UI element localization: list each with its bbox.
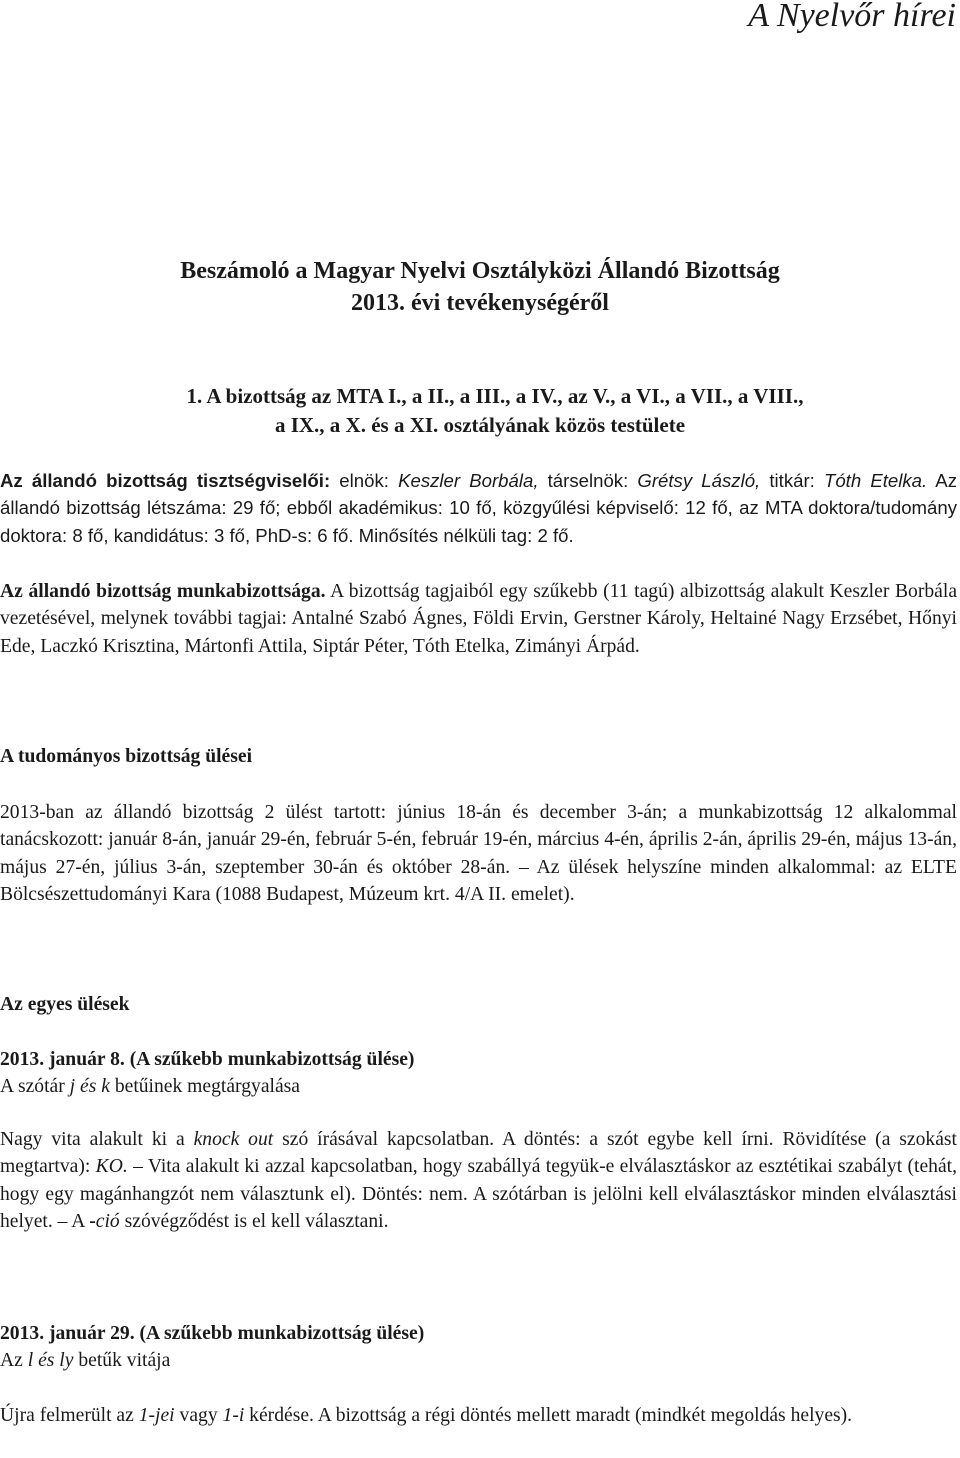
session-1-paragraph <box>0 1126 957 1236</box>
session-2-topic <box>0 1347 957 1374</box>
officers-secretary: Tóth Etelka. <box>823 470 928 491</box>
working-committee-paragraph <box>0 578 957 660</box>
session-1-topic-italic: j és k <box>69 1076 110 1097</box>
sessions-heading: Az egyes ülések <box>0 994 130 1015</box>
officers-lead: Az állandó bizottság tisztségviselői: <box>0 470 331 491</box>
section-1-heading-line1: 1. A bizottság az MTA I., a II., a III., a IV., az V., a VI., a VII., a VIII., <box>186 384 804 408</box>
session-2-topic-a: Az <box>0 1350 28 1371</box>
s2-p3: kérdése. A bizottság a régi döntés mellett maradt (mindkét megoldás helyes). <box>244 1405 853 1426</box>
officers-text-1: elnök: <box>330 470 399 491</box>
report-title <box>0 255 960 319</box>
s2-p2: vagy <box>174 1405 223 1426</box>
meetings-heading: A tudományos bizottság ülései <box>0 746 253 767</box>
officers-paragraph <box>0 467 957 549</box>
s2-p1-italic: 1-jei <box>138 1405 175 1426</box>
officers-text-2: társelnök: <box>538 470 638 491</box>
s1-p3: – Vita alakult ki azzal kapcsolatban, hogy szabállyá tegyük-e elválasztáskor az esztétikai szabályt (tehát, hogy egy magánhangzót nem választunk el). Döntés: nem. A szótárban is jelölni kell elválasztáskor minden elválasztási helyet. – A <box>0 1156 957 1233</box>
officers-text-3: titkár: <box>760 470 824 491</box>
working-committee-lead: Az állandó bizottság munkabizottsága. <box>0 581 326 602</box>
session-1-topic-a: A szótár <box>0 1076 70 1097</box>
s1-p2-italic: KO. <box>95 1156 128 1178</box>
session-2-topic-b: betűk vitája <box>73 1350 171 1371</box>
session-2-topic-italic: l és ly <box>27 1350 74 1371</box>
section-1-heading <box>0 382 960 440</box>
s2-p2-italic: 1-i <box>222 1405 245 1426</box>
running-title: A Nyelvőr hírei <box>748 0 956 34</box>
officers-text-4: Az állandó bizottság létszáma: 29 fő; ebből akadémikus: 10 fő, közgyűlési képviselő: 12 fő, az MTA doktora/tudomány doktora: 8 fő, kandidátus: 3 fő, PhD-s: 6 fő. Minősítés nélküli tag: 2 fő. <box>0 470 958 546</box>
s1-p1: Nagy vita alakult ki a <box>0 1129 194 1150</box>
session-1-topic <box>0 1073 957 1100</box>
meetings-paragraph: 2013-ban az állandó bizottság 2 ülést tartott: június 18-án és december 3-án; a munkabizottság 12 alkalommal tanácskozott: január 8-án, január 29-én, február 5-én, február 19-én, március 4-én, április 2-án, április 29-én, május 13-án, május 27-én, július 3-án, szeptember 30-án és október 28-án. – Az ülések helyszíne minden alkalommal: az ELTE Bölcsészettudományi Kara (1088 Budapest, Múzeum krt. 4/A II. emelet). <box>0 802 957 906</box>
working-committee-text: A bizottság tagjaiból egy szűkebb (11 tagú) albizottság alakult Keszler Borbála vezetésével, melynek további tagjai: Antalné Szabó Ágnes, Földi Ervin, Gerstner Károly, Heltainé Nagy Erzsébet, Hőnyi Ede, Laczkó Krisztina, Mártonfi Attila, Siptár Péter, Tóth Etelka, Zimányi Árpád. <box>0 581 958 657</box>
session-1-date: 2013. január 8. (A szűkebb munkabizottság ülése) <box>0 1049 415 1070</box>
s1-p1-italic: knock out <box>193 1129 274 1150</box>
officers-chair: Keszler Borbála, <box>398 470 539 491</box>
report-title-line1: Beszámoló a Magyar Nyelvi Osztályközi Állandó Bizottság <box>180 258 780 284</box>
report-title-line2: 2013. évi tevékenységéről <box>351 290 609 316</box>
session-2-paragraph <box>0 1402 957 1429</box>
s1-p2: szó írásával kapcsolatban. A döntés: a szót egybe kell írni. Rövidítése (a szokást megtartva): <box>0 1129 957 1178</box>
s2-p1: Újra felmerült az <box>0 1405 139 1426</box>
session-2-date: 2013. január 29. (A szűkebb munkabizottság ülése) <box>0 1323 425 1344</box>
section-1-heading-line2: a IX., a X. és a XI. osztályának közös testülete <box>274 413 686 437</box>
s1-p3-italic: ció <box>95 1211 120 1233</box>
session-1-topic-b: betűinek megtárgyalása <box>109 1076 300 1097</box>
s1-p4: szóvégződést is el kell választani. <box>119 1211 389 1233</box>
officers-cochair: Grétsy László, <box>637 470 761 491</box>
s1-p3-bold: - <box>89 1211 96 1233</box>
